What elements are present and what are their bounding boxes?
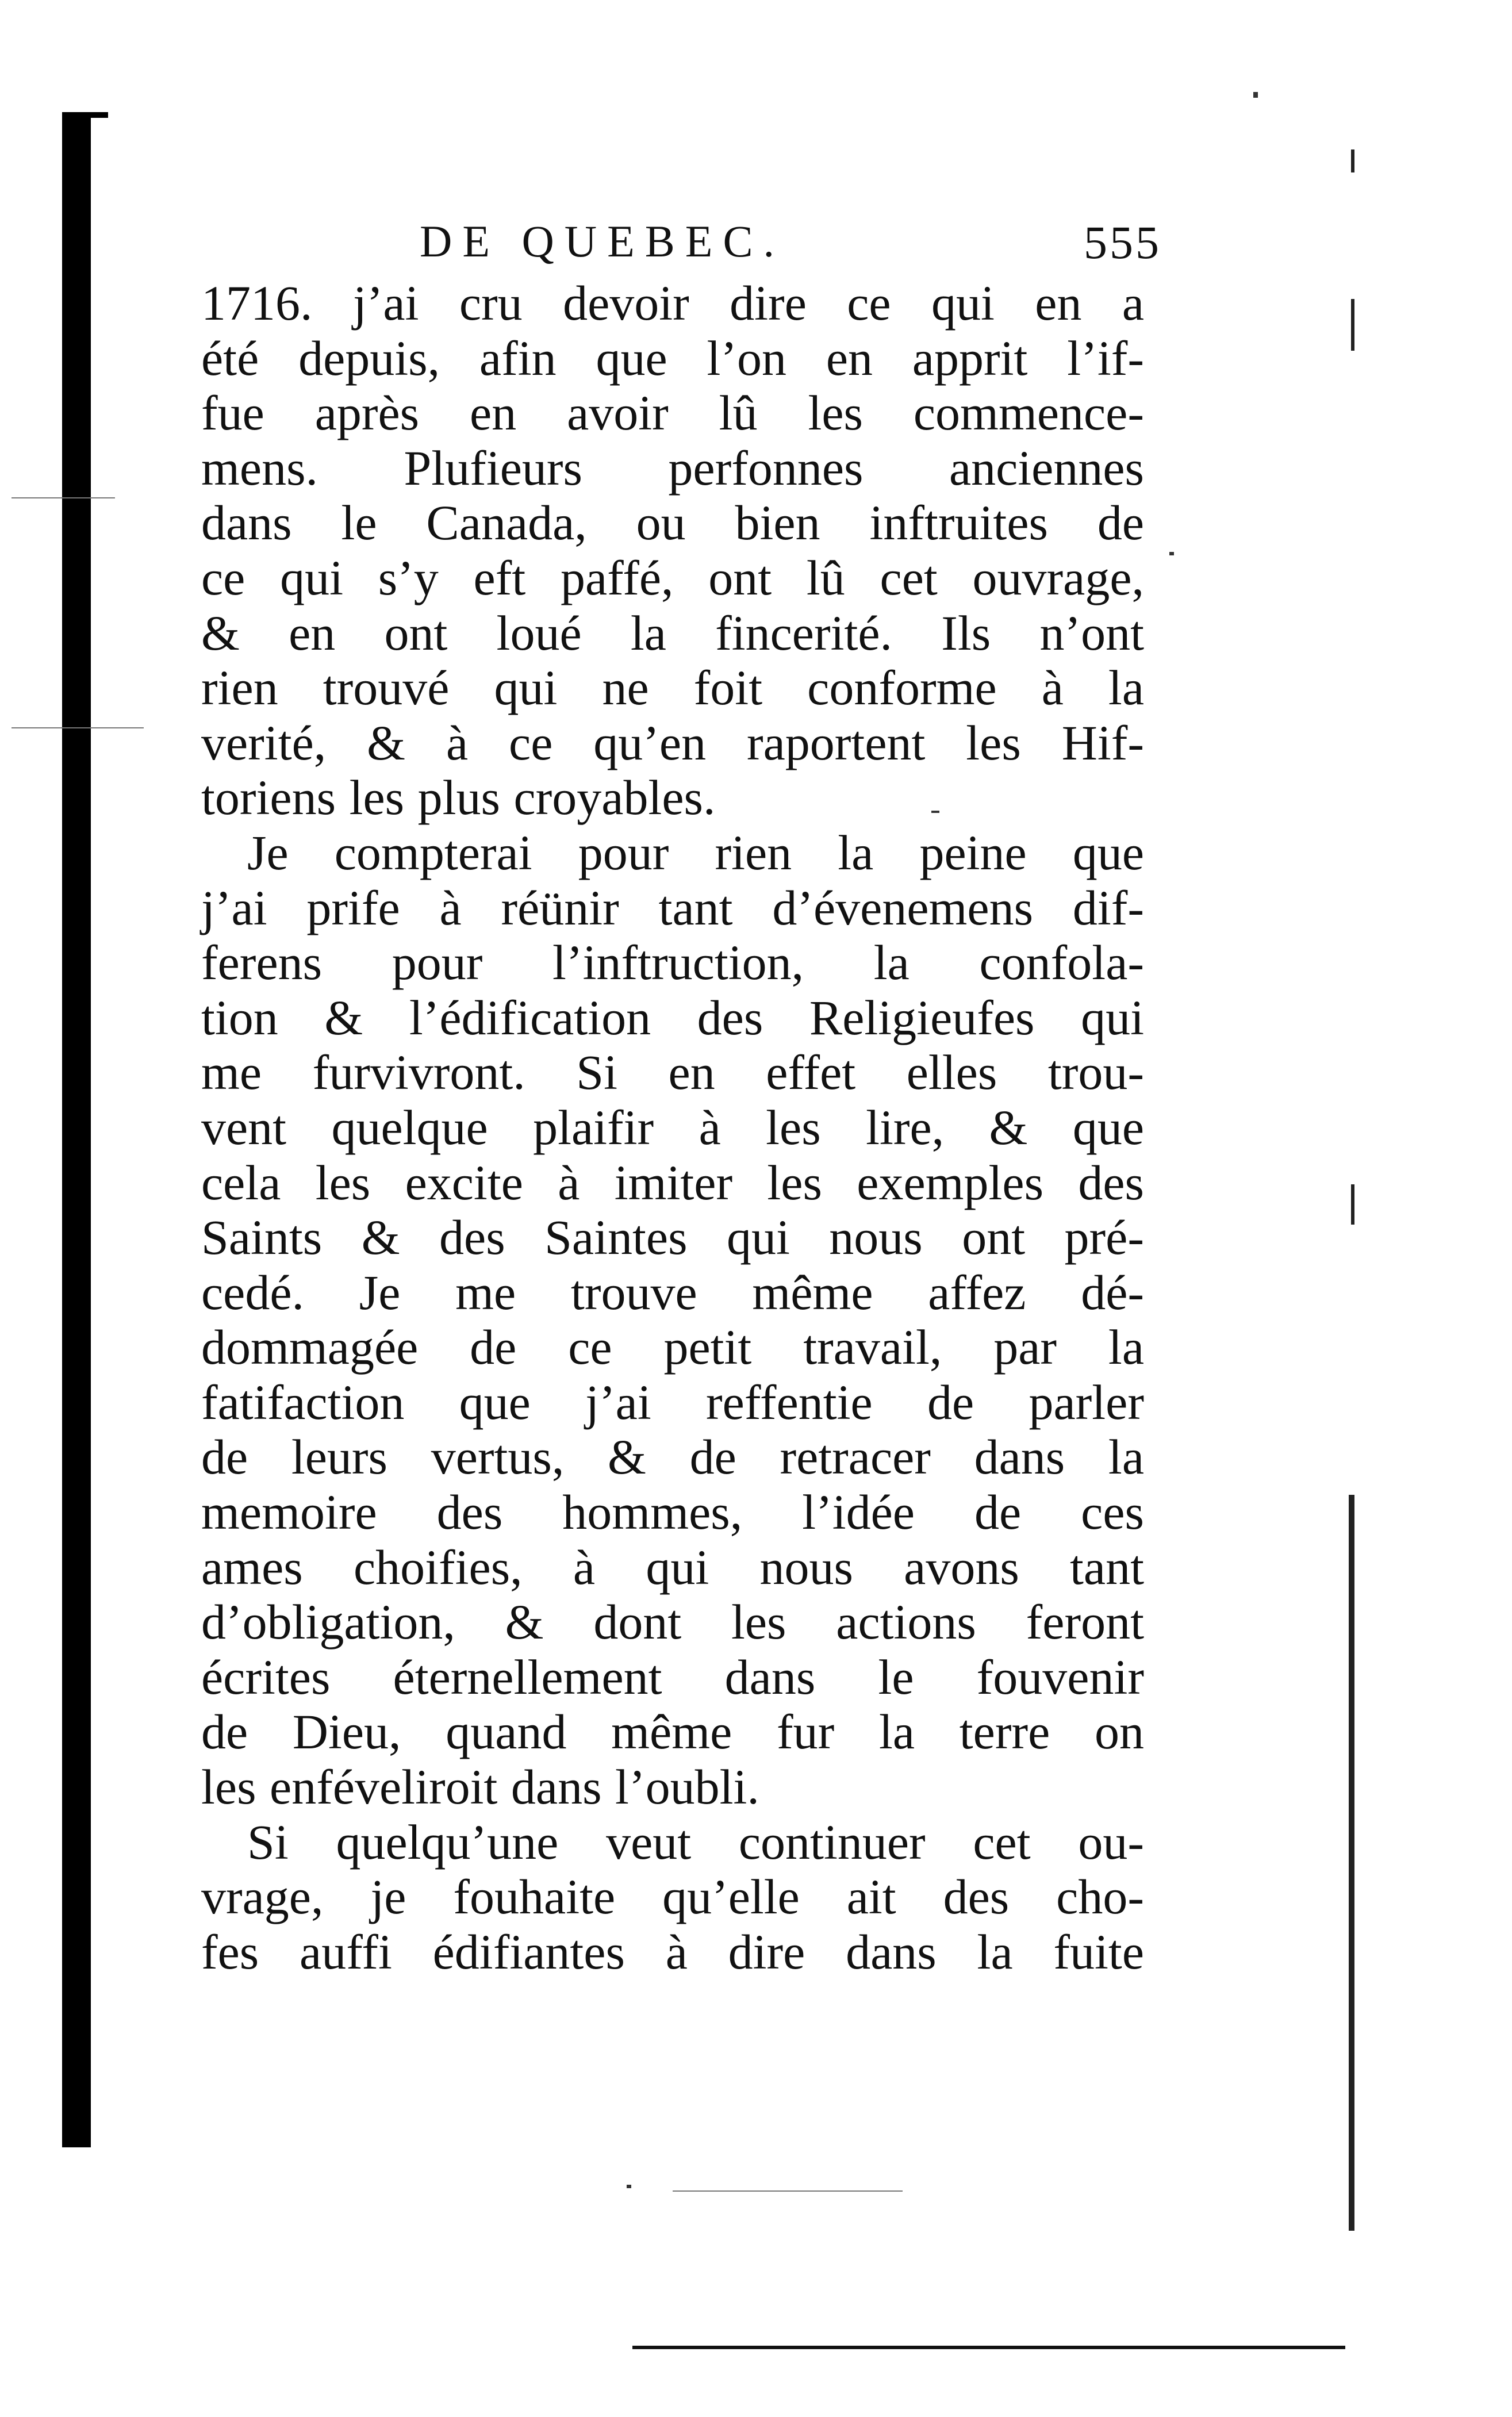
stray-mark xyxy=(11,497,115,498)
scan-speck xyxy=(1169,552,1174,555)
text-line: me furvivront. Si en effet elles trou- xyxy=(201,1045,1144,1100)
text-line: Je compterai pour rien la peine que xyxy=(247,824,1144,880)
page-header xyxy=(420,216,1161,279)
right-edge-mark xyxy=(1349,1495,1354,2231)
text-line: dommagée de ce petit travail, par la xyxy=(201,1319,1144,1375)
text-line: & en ont loué la fincerité. Ils n’ont xyxy=(201,605,1144,661)
text-line: de Dieu, quand même fur la terre on xyxy=(201,1704,1144,1760)
text-line: dans le Canada, ou bien inftruites de xyxy=(201,495,1144,551)
scan-speck xyxy=(931,811,939,813)
running-title: DE QUEBEC. xyxy=(420,216,785,266)
right-edge-mark xyxy=(1351,1184,1354,1225)
text-line: de leurs vertus, & de retracer dans la xyxy=(201,1429,1144,1485)
text-line: memoire des hommes, l’idée de ces xyxy=(201,1484,1144,1540)
scan-speck xyxy=(1253,92,1258,98)
text-line: fatifaction que j’ai reffentie de parler xyxy=(201,1374,1144,1430)
text-line: ce qui s’y eft paffé, ont lû cet ouvrage, xyxy=(201,550,1144,605)
text-line: j’ai prife à réünir tant d’évenemens dif- xyxy=(201,880,1144,935)
text-line: fes auffi édifiantes à dire dans la fuite xyxy=(201,1924,1144,1979)
text-line: ames choifies, à qui nous avons tant xyxy=(201,1539,1144,1595)
binding-notch xyxy=(91,112,108,118)
text-line: vent quelque plaifir à les lire, & que xyxy=(201,1099,1144,1155)
text-line: verité, & à ce qu’en raportent les Hif- xyxy=(201,715,1144,770)
text-line: toriens les plus croyables. xyxy=(201,770,716,826)
text-line: Saints & des Saintes qui nous ont pré- xyxy=(201,1210,1144,1265)
text-line: vrage, je fouhaite qu’elle ait des cho- xyxy=(201,1869,1144,1925)
stray-mark xyxy=(673,2190,903,2192)
bottom-edge-line xyxy=(632,2346,1345,2349)
text-line: été depuis, afin que l’on en apprit l’if- xyxy=(201,330,1144,386)
right-edge-mark xyxy=(1351,149,1354,172)
text-line: fue après en avoir lû les commence- xyxy=(201,385,1144,441)
body-text xyxy=(201,276,1144,1979)
text-line: d’obligation, & dont les actions feront xyxy=(201,1594,1144,1650)
text-line: cedé. Je me trouve même affez dé- xyxy=(201,1264,1144,1320)
text-line: Si quelqu’une veut continuer cet ou- xyxy=(247,1814,1144,1870)
text-line: rien trouvé qui ne foit conforme à la xyxy=(201,660,1144,716)
text-line: 1716. j’ai cru devoir dire ce qui en a xyxy=(201,275,1144,331)
text-line: écrites éternellement dans le fouvenir xyxy=(201,1649,1144,1705)
text-line: tion & l’édification des Religieufes qui xyxy=(201,989,1144,1045)
text-line: ferens pour l’inftruction, la confola- xyxy=(201,935,1144,991)
page-number: 555 xyxy=(1084,216,1161,268)
scan-speck xyxy=(627,2185,631,2188)
text-line: cela les excite à imiter les exemples des xyxy=(201,1154,1144,1210)
text-line: mens. Plufieurs perfonnes anciennes xyxy=(201,440,1144,496)
right-edge-mark xyxy=(1351,299,1354,351)
text-line: les enféveliroit dans l’oubli. xyxy=(201,1759,759,1815)
binding-edge xyxy=(62,112,91,2147)
stray-mark xyxy=(11,727,144,728)
